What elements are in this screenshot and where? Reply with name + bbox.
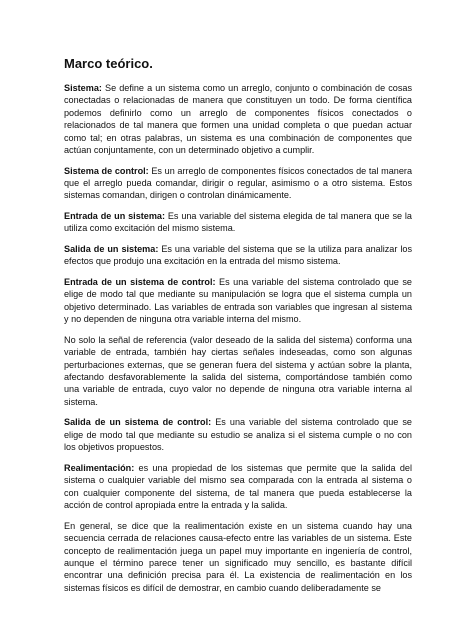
paragraph-text: Es una variable del sistema que se la utiliza para analizar los efectos que produjo una excitación en la entrada del mismo sistema. xyxy=(64,244,412,267)
term-label: Sistema: xyxy=(64,83,102,93)
term-label: Sistema de control: xyxy=(64,165,149,176)
paragraph-entrada-sistema-de-control xyxy=(64,276,412,326)
document-body xyxy=(64,56,412,602)
paragraph-text: En general, se dice que la realimentación existe en un sistema cuando hay una secuencia cerrada de relaciones causa-efecto entre las variables de un sistema. Este concepto de realimentación juega un papel muy importante en ingeniería de control, aunque el término parece tener un significado muy sencillo, es bastante difícil encontrar una definición precisa para él. La existencia de realimentación en los sistemas físicos es difícil de demostrar, en cambio cuando deliberadamente se xyxy=(64,520,412,593)
term-label: Realimentación: xyxy=(64,462,135,473)
paragraph-realimentacion xyxy=(64,462,412,512)
document-title: Marco teórico. xyxy=(64,56,153,71)
term-label: Entrada de un sistema de control: xyxy=(64,277,216,288)
paragraph-text: Es una variable del sistema controlado que se elige de modo tal que mediante su manipulación se logra que el sistema cumpla un objetivo determinado. Las variables de entrada son variables que ingresan al sistema y no dependen de ninguna otra variable interna del mismo. xyxy=(64,277,412,325)
paragraph-text: es una propiedad de los sistemas que permite que la salida del sistema o cualquier variable del mismo sea comparada con la entrada al sistema o con cualquier componente del sistema, de tal manera que pueda establecerse la acción de control apropiada entre la entrada y la salida. xyxy=(64,462,412,511)
paragraph-sistema xyxy=(64,82,412,156)
term-label: Salida de un sistema: xyxy=(64,244,159,255)
paragraph-salida-de-un-sistema xyxy=(64,243,412,268)
paragraph-entrada-de-un-sistema xyxy=(64,210,412,235)
term-label: Salida de un sistema de control: xyxy=(64,417,212,428)
paragraph-en-general xyxy=(64,520,412,594)
paragraph-text: Es una variable del sistema elegida de tal manera que se la utiliza como excitación del mismo sistema. xyxy=(64,211,412,234)
term-label: Entrada de un sistema: xyxy=(64,211,166,222)
paragraph-salida-sistema-de-control xyxy=(64,416,412,453)
paragraph-senal-de-referencia xyxy=(64,334,412,408)
paragraph-text: Es una variable del sistema controlado que se elige de modo tal que mediante su estudio se analiza si el sistema cumple o no con los objetivos propuestos. xyxy=(64,417,412,453)
paragraph-sistema-de-control xyxy=(64,165,412,202)
paragraph-text: No solo la señal de referencia (valor deseado de la salida del sistema) conforma una variable de entrada, también hay ciertas señales indeseadas, como son algunas perturbaciones externas, que se generan fuera del sistema y actúan sobre la planta, afectando desfavorablemente la salida del sistema, comportándose también como una variable de entrada, cuyo valor no depende de ninguna otra variable interna al sistema. xyxy=(64,334,412,407)
paragraph-text: Es un arreglo de componentes físicos conectados de tal manera que el arreglo pueda comandar, dirigir o regular, asimismo o a otro sistema. Estos sistemas comandan, dirigen o controlan dinámicamente. xyxy=(64,165,412,201)
paragraph-text: Se define a un sistema como un arreglo, conjunto o combinación de cosas conectadas o relacionadas de manera que constituyen un todo. De forma científica podemos definirlo como un arreglo de componentes físicos conectados o relacionados de tal manera que formen una unidad completa o que puedan actuar como tal; en otras palabras, un sistema es una combinación de componentes que actúan conjuntamente, con un determinado objetivo a cumplir. xyxy=(64,83,412,156)
